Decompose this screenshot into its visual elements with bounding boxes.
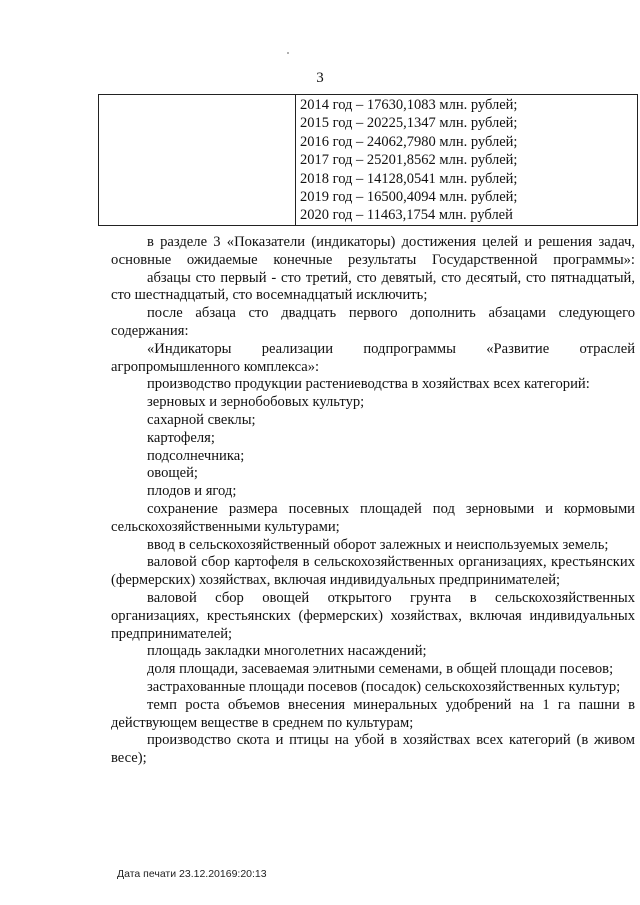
budget-table-label-cell (99, 95, 296, 226)
paragraph-unused-land: ввод в сельскохозяйственный оборот залежных и неиспользуемых земель; (147, 536, 609, 553)
budget-line-2015: 2015 год – 20225,1347 млн. рублей; (300, 115, 518, 132)
print-date-footer: Дата печати 23.12.20169:20:13 (117, 868, 267, 880)
paragraph-fertilizer-growth: темп роста объемов внесения минеральных удобрений на 1 га пашни в действующем веществе в среднем по культурам; (111, 696, 635, 731)
budget-line-2014: 2014 год – 17630,1083 млн. рублей; (300, 97, 518, 113)
paragraph-livestock-production: производство скота и птицы на убой в хозяйствах всех категорий (в живом весе); (111, 732, 635, 767)
list-item-sunflower: подсолнечника; (147, 447, 245, 464)
paragraph-sown-area: сохранение размера посевных площадей под зерновыми и кормовыми сельскохозяйственными культурами; (111, 500, 635, 535)
list-item-sugar-beet: сахарной свеклы; (147, 411, 256, 428)
paragraph-exclude-abzacy: абзацы сто первый - сто третий, сто девятый, сто десятый, сто пятнадцатый, сто шестнадцатый, сто восемнадцатый исключить; (111, 269, 635, 304)
paragraph-crop-production: производство продукции растениеводства в хозяйствах всех категорий: (147, 376, 590, 393)
paragraph-insured-areas: застрахованные площади посевов (посадок) сельскохозяйственных культур; (147, 678, 621, 695)
budget-line-2016: 2016 год – 24062,7980 млн. рублей; (300, 133, 518, 150)
budget-table-values-cell (296, 95, 638, 226)
paragraph-add-after: после абзаца сто двадцать первого дополнить абзацами следующего содержания: (111, 305, 635, 339)
budget-table (98, 94, 638, 226)
list-item-grain: зерновых и зернобобовых культур; (147, 394, 365, 411)
list-item-fruits-berries: плодов и ягод; (147, 483, 237, 500)
paragraph-perennial-plantings: площадь закладки многолетних насаждений; (147, 643, 427, 660)
budget-line-2017: 2017 год – 25201,8562 млн. рублей; (300, 152, 518, 169)
page-number: 3 (316, 70, 324, 86)
budget-line-2018: 2018 год – 14128,0541 млн. рублей; (300, 170, 518, 187)
paragraph-section3-intro: в разделе 3 «Показатели (индикаторы) достижения целей и решения задач, основные ожидаемые конечные результаты Государственной программы»: (111, 234, 635, 268)
paragraph-elite-seeds: доля площади, засеваемая элитными семенами, в общей площади посевов; (147, 661, 614, 678)
budget-line-2020: 2020 год – 11463,1754 млн. рублей (300, 207, 513, 224)
list-item-potato: картофеля; (147, 429, 215, 446)
budget-line-2019: 2019 год – 16500,4094 млн. рублей; (300, 189, 518, 206)
scan-speck (287, 52, 289, 54)
list-item-vegetables: овощей; (147, 465, 198, 482)
paragraph-indicators-heading: «Индикаторы реализации подпрограммы «Развитие отраслей агропромышленного комплекса»: (111, 340, 635, 375)
document-body (111, 234, 635, 768)
paragraph-vegetable-harvest: валовой сбор овощей открытого грунта в сельскохозяйственных организациях, крестьянских (фермерских) хозяйствах, включая индивидуальных предпринимателей; (111, 589, 635, 642)
paragraph-potato-harvest: валовой сбор картофеля в сельскохозяйственных организациях, крестьянских (фермерских) хозяйствах, включая индивидуальных предпринимателей; (111, 554, 635, 589)
